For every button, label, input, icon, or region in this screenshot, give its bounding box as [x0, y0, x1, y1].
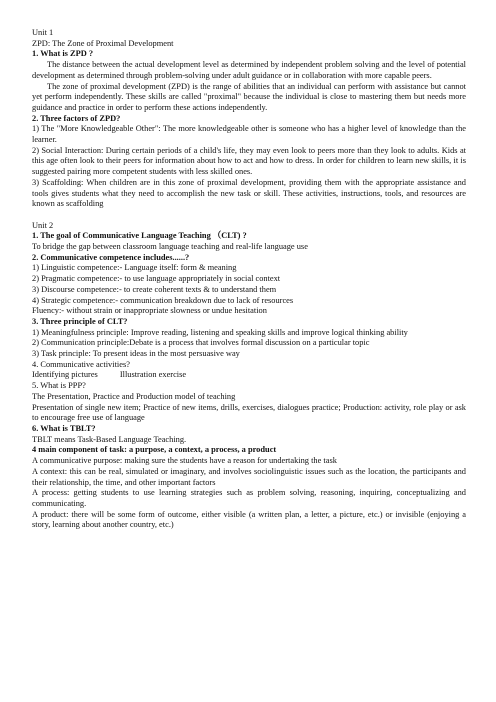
factor-3: 3) Scaffolding: When children are in this zone of proximal development, providing them with the appropriate assistance and tools gives students what they need to accomplish the new task or skill. These activities, instructions, tools, and resources are known as scaffolding [32, 177, 466, 209]
zpd-definition-1: The distance between the actual development level as determined by independent problem solving and the level of potential development as determined through problem-solving under adult guidance or in collaboration with more capable peers. [32, 60, 466, 80]
clt-goal-answer: To bridge the gap between classroom language teaching and real-life language use [32, 242, 308, 252]
activity-1: Identifying pictures [32, 370, 98, 380]
ppp-definition: The Presentation, Practice and Production model of teaching [32, 391, 236, 401]
question-what-is-tblt: 6. What is TBLT? [32, 424, 96, 433]
unit-1-title: ZPD: The Zone of Proximal Development [32, 38, 174, 48]
question-three-factors: 2. Three factors of ZPD? [32, 113, 121, 123]
task-purpose: A communicative purpose: making sure the students have a reason for undertaking the task [32, 456, 337, 466]
competence-2: 2) Pragmatic competence:- to use language appropriately in social context [32, 274, 281, 284]
section-gap [32, 210, 466, 221]
question-what-is-ppp: 5. What is PPP? [32, 381, 86, 391]
question-clt-goal: 1. The goal of Communicative Language Teaching （CLT) ? [32, 231, 247, 241]
tblt-definition: TBLT means Task-Based Language Teaching. [32, 434, 187, 444]
unit-1-label: Unit 1 [32, 28, 54, 37]
question-communicative-activities: 4. Communicative activities? [32, 359, 130, 369]
competence-1: 1) Linguistic competence:- Language itself: form & meaning [32, 263, 237, 273]
task-context: A context: this can be real, simulated or imaginary, and involves sociolinguistic issues such as the location, the participants and their relationship, the time, and other important factors [32, 466, 466, 487]
activity-2: Illustration exercise [119, 370, 187, 380]
task-product: A product: there will be some form of outcome, either visible (a written plan, a letter, a picture, etc.) or invisible (enjoying a story, learning about another country, etc.) [32, 509, 466, 530]
question-what-is-zpd: 1. What is ZPD ? [32, 49, 94, 59]
unit-2-label: Unit 2 [32, 220, 54, 230]
factor-1: 1) The "More Knowledgeable Other": The more knowledgeable other is someone who has a higher level of knowledge than the learner. [32, 124, 466, 145]
principle-1: 1) Meaningfulness principle: Improve reading, listening and speaking skills and improve logical thinking ability [32, 327, 408, 337]
competence-fluency: Fluency:- without strain or inappropriate slowness or undue hesitation [32, 306, 267, 316]
principle-2: 2) Communication principle:Debate is a process that involves formal discussion on a particular topic [32, 338, 370, 348]
factor-2: 2) Social Interaction: During certain periods of a child's life, they may even look to peers more than they look to adults. Kids at this age often look to their peers for information about how to act and how to dress. In order for children to learn new skills, it is suggested pairing more competent students with less skilled ones. [32, 145, 466, 177]
competence-3: 3) Discourse competence:- to create coherent texts & to understand them [32, 284, 277, 294]
activities-line [32, 370, 466, 381]
principle-3: 3) Task principle: To present ideas in the most persuasive way [32, 349, 240, 359]
question-communicative-competence: 2. Communicative competence includes......? [32, 252, 190, 262]
ppp-stages: Presentation of single new item; Practice of new items, drills, exercises, dialogues practice; Production: activity, role play or ask to encourage free use of language [32, 402, 466, 423]
question-clt-principles: 3. Three principle of CLT? [32, 316, 128, 326]
zpd-definition-2: The zone of proximal development (ZPD) is the range of abilities that an individual can perform with assistance but cannot yet perform independently. These skills are called "proximal" because the individual is close to mastering them but needs more guidance and practice in order to perform these actions independently. [32, 81, 466, 112]
competence-4: 4) Strategic competence:- communication breakdown due to lack of resources [32, 295, 294, 305]
task-process: A process: getting students to use learning strategies such as problem solving, reasoning, inquiring, conceptualizing and communicating. [32, 488, 466, 508]
task-components-heading: 4 main component of task: a purpose, a context, a process, a product [32, 445, 277, 455]
